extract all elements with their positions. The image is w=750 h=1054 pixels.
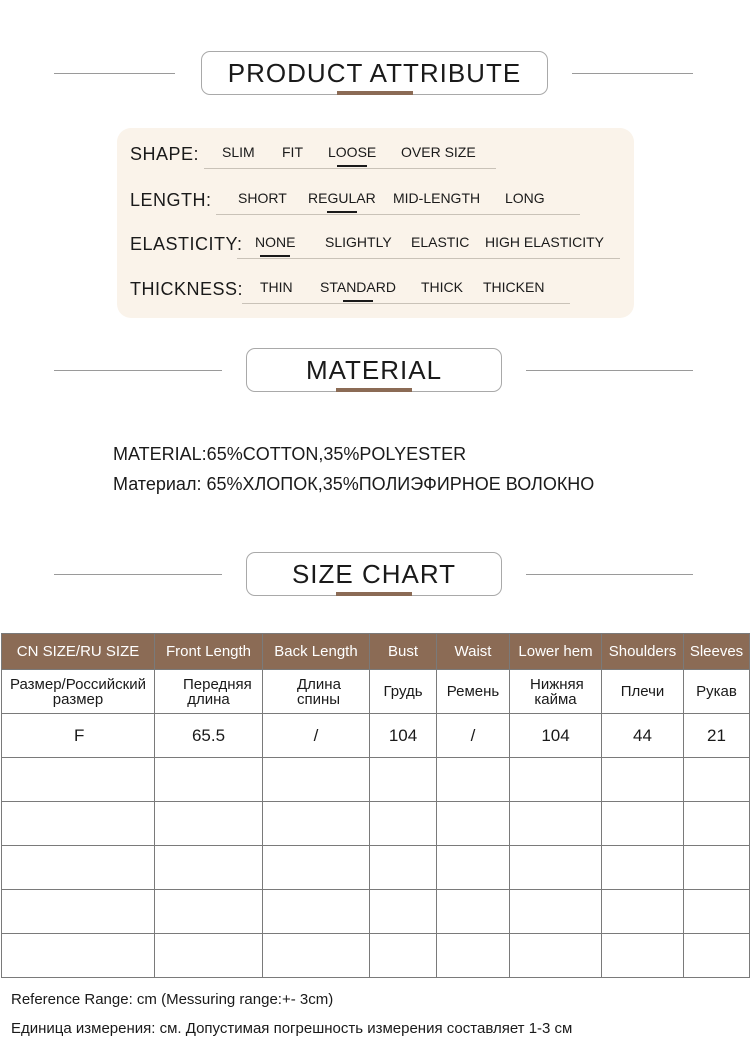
header-cell-ru: Передняя длина bbox=[155, 670, 263, 714]
divider-right bbox=[526, 370, 693, 371]
value-cell: 44 bbox=[602, 714, 684, 758]
empty-cell bbox=[370, 890, 437, 934]
header-cell-ru: Плечи bbox=[602, 670, 684, 714]
empty-cell bbox=[684, 934, 750, 978]
product-attribute-title-pill bbox=[201, 51, 548, 95]
material-title-pill bbox=[246, 348, 502, 392]
header-cell: Sleeves bbox=[684, 634, 750, 670]
attr-option-selected bbox=[255, 234, 295, 250]
empty-cell bbox=[510, 890, 602, 934]
header-cell: Front Length bbox=[155, 634, 263, 670]
attr-option: ELASTIC bbox=[411, 234, 470, 250]
material-title: MATERIAL bbox=[305, 354, 443, 385]
attr-option: OVER SIZE bbox=[401, 144, 476, 160]
attr-option: SHORT bbox=[238, 190, 287, 206]
header-cell: Shoulders bbox=[602, 634, 684, 670]
empty-cell bbox=[370, 758, 437, 802]
reference-range-ru: Единица измерения: см. Допустимая погрешность измерения составляет 1-3 см bbox=[11, 1020, 573, 1037]
header-cell: CN SIZE/RU SIZE bbox=[2, 634, 155, 670]
empty-cell bbox=[602, 758, 684, 802]
size-chart-title: SIZE CHART bbox=[291, 558, 457, 589]
divider-right bbox=[526, 574, 693, 575]
attr-option: SLIGHTLY bbox=[325, 234, 392, 250]
value-cell: 104 bbox=[510, 714, 602, 758]
attr-option-selected bbox=[328, 144, 376, 160]
header-cell: Lower hem bbox=[510, 634, 602, 670]
empty-cell bbox=[155, 758, 263, 802]
empty-cell bbox=[263, 846, 370, 890]
divider-left bbox=[54, 574, 222, 575]
empty-cell bbox=[510, 934, 602, 978]
empty-cell bbox=[2, 802, 155, 846]
attr-option: FIT bbox=[282, 144, 303, 160]
attr-option: THICK bbox=[421, 279, 463, 295]
header-cell-ru: Рукав bbox=[684, 670, 750, 714]
empty-cell bbox=[263, 802, 370, 846]
attr-option: HIGH ELASTICITY bbox=[485, 234, 605, 250]
selected-mark bbox=[327, 211, 357, 213]
empty-cell bbox=[684, 846, 750, 890]
empty-cell bbox=[437, 758, 510, 802]
header-cell-ru: Размер/Российский размер bbox=[2, 670, 155, 714]
attr-option-selected bbox=[320, 279, 396, 295]
size-chart-table bbox=[1, 633, 750, 978]
header-cell-ru: Ремень bbox=[437, 670, 510, 714]
empty-cell bbox=[263, 934, 370, 978]
empty-cell bbox=[155, 802, 263, 846]
empty-cell bbox=[370, 934, 437, 978]
attr-row-elasticity bbox=[117, 230, 634, 260]
size-chart-header bbox=[0, 552, 750, 602]
empty-cell bbox=[437, 846, 510, 890]
empty-cell bbox=[602, 802, 684, 846]
attr-option-label: REGULAR bbox=[308, 190, 376, 206]
attr-underline bbox=[237, 258, 620, 259]
product-attribute-header bbox=[0, 51, 750, 101]
selected-mark bbox=[260, 255, 290, 257]
attr-option: THIN bbox=[260, 279, 293, 295]
table-row-empty bbox=[2, 890, 750, 934]
empty-cell bbox=[370, 802, 437, 846]
empty-cell bbox=[263, 890, 370, 934]
empty-cell bbox=[437, 934, 510, 978]
material-en: MATERIAL:65%COTTON,35%POLYESTER bbox=[113, 444, 467, 464]
attr-option: LONG bbox=[505, 190, 545, 206]
header-row-en bbox=[2, 634, 750, 670]
attr-label: SHAPE: bbox=[130, 144, 200, 164]
empty-cell bbox=[2, 890, 155, 934]
empty-cell bbox=[2, 934, 155, 978]
value-cell: 104 bbox=[370, 714, 437, 758]
attr-option: SLIM bbox=[222, 144, 255, 160]
empty-cell bbox=[684, 758, 750, 802]
table-row-empty bbox=[2, 846, 750, 890]
attr-row-thickness bbox=[117, 275, 634, 305]
material-header bbox=[0, 348, 750, 398]
header-row-ru bbox=[2, 670, 750, 714]
attr-row-shape bbox=[117, 140, 634, 170]
header-cell-ru: Нижняя кайма bbox=[510, 670, 602, 714]
divider-left bbox=[54, 73, 175, 74]
title-accent-bar bbox=[336, 592, 412, 596]
empty-cell bbox=[602, 934, 684, 978]
attr-option-label: STANDARD bbox=[320, 279, 396, 295]
selected-mark bbox=[343, 300, 373, 302]
title-accent-bar bbox=[337, 91, 413, 95]
size-chart-title-pill bbox=[246, 552, 502, 596]
table-row-empty bbox=[2, 758, 750, 802]
title-accent-bar bbox=[336, 388, 412, 392]
header-cell-ru: Длина спины bbox=[263, 670, 370, 714]
selected-mark bbox=[337, 165, 367, 167]
header-cell: Back Length bbox=[263, 634, 370, 670]
divider-right bbox=[572, 73, 693, 74]
table-row bbox=[2, 714, 750, 758]
empty-cell bbox=[155, 846, 263, 890]
size-cell: F bbox=[2, 714, 155, 758]
reference-range-en: Reference Range: cm (Messuring range:+- 3cm) bbox=[11, 991, 334, 1008]
attr-underline bbox=[216, 214, 580, 215]
empty-cell bbox=[370, 846, 437, 890]
empty-cell bbox=[2, 846, 155, 890]
attr-label: LENGTH: bbox=[130, 190, 212, 210]
value-cell: 65.5 bbox=[155, 714, 263, 758]
attr-underline bbox=[204, 168, 496, 169]
empty-cell bbox=[2, 758, 155, 802]
empty-cell bbox=[437, 802, 510, 846]
empty-cell bbox=[510, 758, 602, 802]
attr-underline bbox=[242, 303, 570, 304]
attr-row-length bbox=[117, 186, 634, 216]
attr-option: MID-LENGTH bbox=[393, 190, 481, 206]
empty-cell bbox=[263, 758, 370, 802]
header-cell: Waist bbox=[437, 634, 510, 670]
header-cell-ru: Грудь bbox=[370, 670, 437, 714]
attr-label: THICKNESS: bbox=[130, 279, 244, 299]
value-cell: / bbox=[437, 714, 510, 758]
value-cell: 21 bbox=[684, 714, 750, 758]
empty-cell bbox=[684, 802, 750, 846]
product-attribute-title: PRODUCT ATTRIBUTE bbox=[227, 57, 522, 88]
empty-cell bbox=[510, 802, 602, 846]
empty-cell bbox=[155, 934, 263, 978]
attr-label: ELASTICITY: bbox=[130, 234, 243, 254]
attr-option-label: NONE bbox=[255, 234, 296, 250]
attr-option: THICKEN bbox=[483, 279, 545, 295]
attr-option-label: LOOSE bbox=[328, 144, 377, 160]
value-cell: / bbox=[263, 714, 370, 758]
empty-cell bbox=[510, 846, 602, 890]
table-row-empty bbox=[2, 802, 750, 846]
empty-cell bbox=[155, 890, 263, 934]
attr-option-selected bbox=[308, 190, 376, 206]
header-cell: Bust bbox=[370, 634, 437, 670]
empty-cell bbox=[602, 890, 684, 934]
empty-cell bbox=[684, 890, 750, 934]
empty-cell bbox=[437, 890, 510, 934]
material-ru: Материал: 65%ХЛОПОК,35%ПОЛИЭФИРНОЕ ВОЛОКНО bbox=[113, 474, 595, 494]
table-row-empty bbox=[2, 934, 750, 978]
empty-cell bbox=[602, 846, 684, 890]
attribute-panel bbox=[117, 128, 634, 318]
divider-left bbox=[54, 370, 222, 371]
